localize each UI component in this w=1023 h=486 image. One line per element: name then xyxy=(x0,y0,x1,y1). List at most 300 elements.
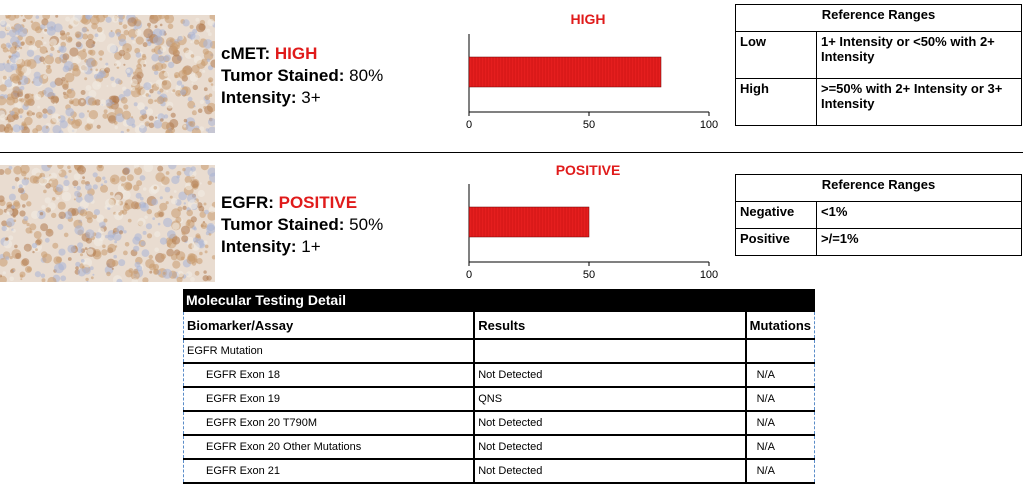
tissue-cell xyxy=(139,116,144,121)
tissue-cell xyxy=(148,26,150,28)
tissue-cell xyxy=(26,201,31,206)
tissue-cell xyxy=(96,215,104,223)
tissue-cell xyxy=(8,235,13,240)
tissue-cell xyxy=(35,248,38,251)
tissue-cell xyxy=(12,42,18,48)
tissue-cell xyxy=(95,33,99,37)
tissue-cell xyxy=(34,72,41,79)
tissue-cell xyxy=(159,203,167,211)
tissue-cell xyxy=(164,114,168,118)
tissue-cell xyxy=(12,229,16,233)
tissue-cell xyxy=(40,223,48,231)
tissue-cell xyxy=(101,249,107,255)
tissue-cell xyxy=(145,259,154,268)
tissue-cell xyxy=(60,275,66,281)
egfr-intensity-label: Intensity: xyxy=(221,237,297,256)
tissue-cell xyxy=(106,85,108,87)
tissue-cell xyxy=(123,168,130,175)
tissue-cell xyxy=(115,61,121,67)
tissue-cell xyxy=(40,46,48,54)
tissue-cell xyxy=(30,175,38,183)
tissue-cell xyxy=(136,193,142,199)
tissue-cell xyxy=(118,18,123,23)
tissue-cell xyxy=(211,83,214,86)
tissue-cell xyxy=(95,232,101,238)
molecular-table xyxy=(183,312,815,484)
tissue-cell xyxy=(172,261,180,269)
tissue-cell xyxy=(107,43,117,53)
tissue-cell xyxy=(19,184,23,188)
tissue-cell xyxy=(43,75,47,79)
tissue-cell xyxy=(19,210,25,216)
tissue-cell xyxy=(13,215,16,218)
tissue-cell xyxy=(159,212,164,217)
egfr-ref-key: Positive xyxy=(736,229,817,256)
cmet-ref-key: High xyxy=(736,79,817,126)
table-row xyxy=(184,411,815,435)
tissue-cell xyxy=(112,268,114,270)
tissue-cell xyxy=(92,81,101,90)
tissue-cell xyxy=(74,198,76,200)
tissue-cell xyxy=(133,246,139,252)
tissue-cell xyxy=(81,90,86,95)
tissue-cell xyxy=(67,245,75,253)
tissue-cell xyxy=(3,240,12,249)
tissue-cell xyxy=(13,270,15,272)
tissue-cell xyxy=(119,50,126,57)
tissue-cell xyxy=(137,102,145,110)
tissue-cell xyxy=(35,271,41,277)
cmet-ref-key: Low xyxy=(736,32,817,79)
egfr-status: POSITIVE xyxy=(278,193,358,212)
tissue-cell xyxy=(182,231,186,235)
egfr-summary: EGFR: POSITIVE Tumor Stained: 50% Intensity: 1+ xyxy=(221,193,384,256)
tissue-cell xyxy=(81,259,85,263)
tissue-cell xyxy=(154,100,157,103)
tissue-cell xyxy=(6,209,12,215)
tissue-cell xyxy=(39,177,48,186)
tissue-cell xyxy=(153,35,163,45)
tissue-cell xyxy=(132,41,135,44)
cmet-marker-name: cMET xyxy=(221,44,265,63)
tissue-cell xyxy=(115,200,121,206)
tissue-cell xyxy=(24,59,31,66)
tissue-cell xyxy=(55,57,62,64)
tissue-cell xyxy=(5,237,8,240)
tissue-cell xyxy=(75,266,79,270)
tissue-cell xyxy=(131,87,135,91)
tissue-cell xyxy=(59,212,66,219)
tissue-cell xyxy=(178,70,187,79)
tissue-cell xyxy=(99,58,102,61)
tissue-cell xyxy=(3,47,8,52)
tissue-cell xyxy=(93,172,98,177)
tissue-cell xyxy=(88,90,96,98)
tissue-cell xyxy=(171,176,179,184)
tissue-cell xyxy=(11,63,18,70)
tissue-cell xyxy=(80,64,88,72)
table-header-row xyxy=(184,312,815,339)
tissue-cell xyxy=(49,181,52,184)
assay-cell: EGFR Exon 20 Other Mutations xyxy=(184,435,475,459)
x-tick-label: 100 xyxy=(699,269,719,281)
tissue-cell xyxy=(193,105,195,107)
tissue-cell xyxy=(122,111,131,120)
tissue-cell xyxy=(155,117,157,119)
tissue-cell xyxy=(60,30,65,35)
tissue-cell xyxy=(183,125,186,128)
tissue-cell xyxy=(76,41,82,47)
tissue-cell xyxy=(166,90,168,92)
tissue-cell xyxy=(45,197,51,203)
tissue-cell xyxy=(91,60,98,67)
tissue-cell xyxy=(143,187,147,191)
tissue-cell xyxy=(16,74,22,80)
tissue-cell xyxy=(7,33,10,36)
tissue-cell xyxy=(201,222,208,229)
tissue-cell xyxy=(40,212,43,215)
tissue-cell xyxy=(151,54,159,62)
tissue-cell xyxy=(88,97,96,105)
tissue-cell xyxy=(205,250,208,253)
tissue-cell xyxy=(56,197,59,200)
tissue-cell xyxy=(118,259,125,266)
egfr-reference-table xyxy=(735,174,1022,256)
tissue-cell xyxy=(46,68,52,74)
tissue-cell xyxy=(65,17,70,22)
tissue-cell xyxy=(191,242,199,250)
tissue-cell xyxy=(58,116,61,119)
tissue-cell xyxy=(17,64,21,68)
tissue-cell xyxy=(27,110,33,116)
cmet-bar-chart xyxy=(455,32,725,132)
tissue-cell xyxy=(63,92,66,95)
tissue-cell xyxy=(82,27,87,32)
tissue-cell xyxy=(31,211,39,219)
tissue-cell xyxy=(123,104,128,109)
tissue-cell xyxy=(183,206,187,210)
egfr-marker-name: EGFR xyxy=(221,193,269,212)
tissue-cell xyxy=(163,272,166,275)
tissue-cell xyxy=(114,241,117,244)
egfr-tissue-image xyxy=(0,165,215,282)
tissue-cell xyxy=(194,227,197,230)
tissue-cell xyxy=(65,108,74,117)
tissue-cell xyxy=(159,29,166,36)
tissue-cell xyxy=(148,95,151,98)
tissue-cell xyxy=(60,120,68,128)
tissue-cell xyxy=(200,100,204,104)
tissue-cell xyxy=(142,54,146,58)
tissue-cell xyxy=(125,242,130,247)
tissue-cell xyxy=(100,185,108,193)
tissue-cell xyxy=(37,106,40,109)
tissue-cell xyxy=(171,198,177,204)
assay-cell: EGFR Exon 20 T790M xyxy=(184,411,475,435)
tissue-cell xyxy=(113,102,115,104)
tissue-cell xyxy=(104,109,108,113)
tissue-cell xyxy=(205,245,209,249)
tissue-cell xyxy=(104,219,108,223)
tissue-cell xyxy=(11,205,15,209)
tissue-cell xyxy=(50,173,57,180)
tissue-cell xyxy=(29,223,36,230)
egfr-tumor-value: 50% xyxy=(349,215,384,234)
tissue-cell xyxy=(116,32,121,37)
tissue-cell xyxy=(63,180,69,186)
tissue-cell xyxy=(11,26,14,29)
tissue-cell xyxy=(190,41,192,43)
tissue-cell xyxy=(94,209,100,215)
tissue-cell xyxy=(93,184,98,189)
tissue-cell xyxy=(191,166,196,171)
tissue-cell xyxy=(136,52,142,58)
tissue-cell xyxy=(3,76,7,80)
tissue-cell xyxy=(55,78,63,86)
assay-cell: EGFR Exon 18 xyxy=(184,363,475,387)
result-cell: Not Detected xyxy=(474,363,745,387)
tissue-cell xyxy=(159,56,166,63)
tissue-cell xyxy=(184,119,187,122)
tissue-cell xyxy=(44,87,54,97)
tissue-cell xyxy=(172,89,175,92)
tissue-cell xyxy=(177,207,182,212)
tissue-cell xyxy=(168,24,174,30)
column-header-mutations: Mutations xyxy=(746,312,815,339)
tissue-cell xyxy=(40,45,42,47)
tissue-cell xyxy=(3,271,6,274)
cmet-chart-title: HIGH xyxy=(570,11,606,27)
tissue-cell xyxy=(112,260,118,266)
tissue-cell xyxy=(192,110,197,115)
egfr-ref-key: Negative xyxy=(736,202,817,229)
tissue-cell xyxy=(87,110,89,112)
tissue-cell xyxy=(121,97,128,104)
tissue-cell xyxy=(5,25,11,31)
tissue-cell xyxy=(80,209,87,216)
tissue-cell xyxy=(83,267,91,275)
tissue-cell xyxy=(139,123,145,129)
tissue-cell xyxy=(125,203,128,206)
tissue-cell xyxy=(123,251,128,256)
tissue-cell xyxy=(85,124,92,131)
tissue-cell xyxy=(204,203,207,206)
tissue-cell xyxy=(142,249,150,257)
tissue-cell xyxy=(136,37,144,45)
tissue-cell xyxy=(119,230,123,234)
tissue-cell xyxy=(182,168,185,171)
tissue-cell xyxy=(122,209,127,214)
tissue-cell xyxy=(154,231,160,237)
tissue-cell xyxy=(194,56,202,64)
tissue-cell xyxy=(50,39,57,46)
mutation-cell: N/A xyxy=(746,363,815,387)
tissue-cell xyxy=(54,263,64,273)
tissue-cell xyxy=(203,106,206,109)
tissue-cell xyxy=(69,217,71,219)
tissue-cell xyxy=(84,77,87,80)
tissue-cell xyxy=(85,184,92,191)
tissue-cell xyxy=(115,126,118,129)
tissue-cell xyxy=(27,50,34,57)
tissue-cell xyxy=(190,277,195,282)
table-row xyxy=(184,435,815,459)
tissue-cell xyxy=(160,24,163,27)
tissue-cell xyxy=(54,103,56,105)
tissue-cell xyxy=(43,114,48,119)
tissue-cell xyxy=(8,119,12,123)
tissue-cell xyxy=(0,20,6,26)
tissue-cell xyxy=(93,215,97,219)
tissue-cell xyxy=(195,261,197,263)
tissue-cell xyxy=(149,116,154,121)
tissue-cell xyxy=(64,233,69,238)
tissue-cell xyxy=(158,223,161,226)
tissue-cell xyxy=(181,257,185,261)
egfr-ref-header: Reference Ranges xyxy=(736,175,1022,202)
tissue-cell xyxy=(115,245,117,247)
tissue-cell xyxy=(170,43,178,51)
tissue-cell xyxy=(127,129,130,132)
tissue-cell xyxy=(66,32,70,36)
tissue-cell xyxy=(92,274,94,276)
table-row xyxy=(184,387,815,411)
cmet-tissue-image xyxy=(0,15,215,133)
molecular-detail xyxy=(183,289,815,484)
tissue-cell xyxy=(42,108,47,113)
tissue-cell xyxy=(138,218,146,226)
tissue-cell xyxy=(19,98,22,101)
tissue-cell xyxy=(62,192,72,202)
tissue-cell xyxy=(72,98,80,106)
cmet-reference-table xyxy=(735,4,1022,126)
tissue-cell xyxy=(106,272,111,277)
column-header-results: Results xyxy=(474,312,745,339)
result-cell: Not Detected xyxy=(474,435,745,459)
cmet-intensity-value: 3+ xyxy=(301,88,321,107)
tissue-cell xyxy=(106,17,112,23)
tissue-cell xyxy=(146,223,152,229)
tissue-cell xyxy=(195,18,199,22)
tissue-cell xyxy=(187,223,190,226)
tissue-cell xyxy=(42,37,44,39)
tissue-cell xyxy=(177,171,182,176)
tissue-cell xyxy=(27,178,29,180)
tissue-cell xyxy=(44,29,47,32)
tissue-cell xyxy=(9,194,16,201)
tissue-cell xyxy=(174,190,177,193)
tissue-cell xyxy=(46,207,51,212)
mutation-cell: N/A xyxy=(746,411,815,435)
tissue-cell xyxy=(50,53,53,56)
tissue-cell xyxy=(192,65,200,73)
tissue-cell xyxy=(159,88,163,92)
tissue-cell xyxy=(20,278,22,280)
tissue-cell xyxy=(170,38,174,42)
tissue-cell xyxy=(177,271,184,278)
tissue-cell xyxy=(161,254,167,260)
tissue-cell xyxy=(64,175,67,178)
tissue-cell xyxy=(180,89,186,95)
tissue-cell xyxy=(23,216,28,221)
tissue-cell xyxy=(85,278,88,281)
tissue-cell xyxy=(191,216,197,222)
tissue-cell xyxy=(36,112,43,119)
tissue-cell xyxy=(161,122,169,130)
tissue-cell xyxy=(72,68,81,77)
tissue-cell xyxy=(13,166,22,175)
tissue-cell xyxy=(87,217,93,223)
tissue-cell xyxy=(134,102,138,106)
tissue-cell xyxy=(87,248,93,254)
tissue-cell xyxy=(0,114,7,121)
tissue-cell xyxy=(177,80,182,85)
tissue-cell xyxy=(24,101,30,107)
tissue-cell xyxy=(143,231,147,235)
tissue-cell xyxy=(101,184,104,187)
tissue-cell xyxy=(160,46,166,52)
tissue-cell xyxy=(162,80,172,90)
tissue-cell xyxy=(84,194,93,203)
tissue-cell xyxy=(74,225,84,235)
tissue-cell xyxy=(89,110,98,119)
mutation-cell: N/A xyxy=(746,387,815,411)
tissue-cell xyxy=(190,25,194,29)
mutation-cell: N/A xyxy=(746,459,815,483)
tissue-cell xyxy=(44,55,54,65)
tissue-cell xyxy=(47,229,52,234)
tissue-cell xyxy=(157,166,163,172)
tissue-cell xyxy=(6,218,15,227)
tissue-cell xyxy=(90,68,92,70)
egfr-ref-value: <1% xyxy=(817,202,1022,229)
tissue-cell xyxy=(72,180,78,186)
tissue-cell xyxy=(189,121,195,127)
tissue-cell xyxy=(135,67,142,74)
tissue-cell xyxy=(181,85,184,88)
tissue-cell xyxy=(10,46,17,53)
tissue-cell xyxy=(46,126,49,129)
tissue-cell xyxy=(77,248,83,254)
tissue-cell xyxy=(207,19,214,26)
tissue-cell xyxy=(168,62,174,68)
tissue-cell xyxy=(39,56,45,62)
tissue-cell xyxy=(47,27,56,36)
tissue-cell xyxy=(16,47,20,51)
tissue-cell xyxy=(203,270,206,273)
table-row xyxy=(184,459,815,483)
tissue-cell xyxy=(111,30,113,32)
tissue-cell xyxy=(199,252,203,256)
egfr-intensity-value: 1+ xyxy=(301,237,321,256)
tissue-cell xyxy=(183,19,190,26)
egfr-chart-title: POSITIVE xyxy=(555,162,621,178)
tissue-cell xyxy=(148,99,154,105)
cmet-status: HIGH xyxy=(274,44,318,63)
tissue-cell xyxy=(206,29,210,33)
tissue-cell xyxy=(172,236,180,244)
tissue-cell xyxy=(30,231,33,234)
egfr-tumor-label: Tumor Stained: xyxy=(221,215,345,234)
tissue-cell xyxy=(18,108,24,114)
tissue-cell xyxy=(76,186,81,191)
tissue-cell xyxy=(52,243,58,249)
tissue-cell xyxy=(69,47,78,56)
tissue-cell xyxy=(115,78,121,84)
tissue-cell xyxy=(123,182,132,191)
tissue-cell xyxy=(74,186,76,188)
tissue-cell xyxy=(191,54,195,58)
